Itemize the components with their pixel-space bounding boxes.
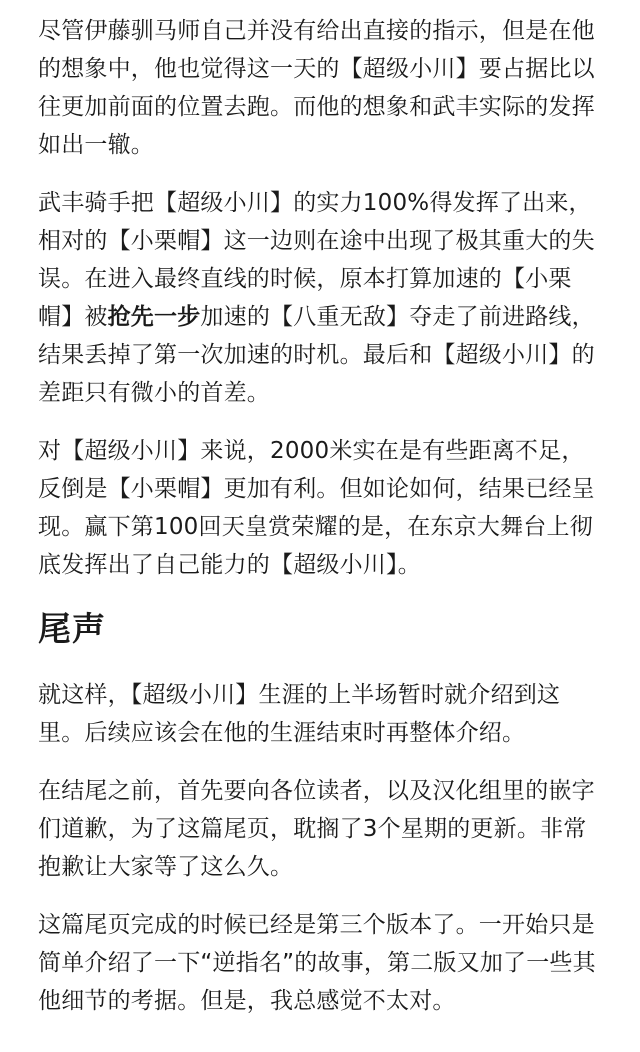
paragraph-versions: 这篇尾页完成的时候已经是第三个版本了。一开始只是简单介绍了一下“逆指名”的故事，第二版又加了一些其他细节的考据。但是，我总感觉不太对。 [38,912,596,1014]
bold-emphasis: 抢先一步 [107,304,201,330]
paragraph-race-expectation: 尽管伊藤驯马师自己并没有给出直接的指示，但是在他的想象中，他也觉得这一天的【超级小川】要占据比以往更加前面的位置去跑。而他的想象和武丰实际的发挥如出一辙。 [38,18,595,158]
paragraph-race-result [38,184,602,412]
section-heading-epilogue: 尾声 [38,609,106,648]
paragraph-distance: 对【超级小川】来说，2000米实在是有些距离不足，反倒是【小栗帽】更加有利。但如论如何，结果已经呈现。赢下第100回天皇赏荣耀的是，在东京大舞台上彻底发挥出了自己能力的【超级小川】。 [38,438,595,578]
paragraph-apology: 在结尾之前，首先要向各位读者，以及汉化组里的嵌字们道歉，为了这篇尾页，耽搁了3个星期的更新。非常抱歉让大家等了这么久。 [38,778,595,880]
paragraph-text: 武丰骑手把【超级小川】的实力100%得发挥了出来，相对的【小栗帽】这一边则在途中出现了极其重大的失误。在进入最终直线的时候，原本打算加速的【小栗帽】被 [38,190,595,330]
paragraph-text: 加速的【八重无敌】夺走了前进路线，结果丢掉了第一次加速的时机。最后和【超级小川】的差距只有微小的首差。 [38,304,595,406]
paragraph-epilogue-intro: 就这样，【超级小川】生涯的上半场暂时就介绍到这里。后续应该会在他的生涯结束时再整体介绍。 [38,682,561,746]
